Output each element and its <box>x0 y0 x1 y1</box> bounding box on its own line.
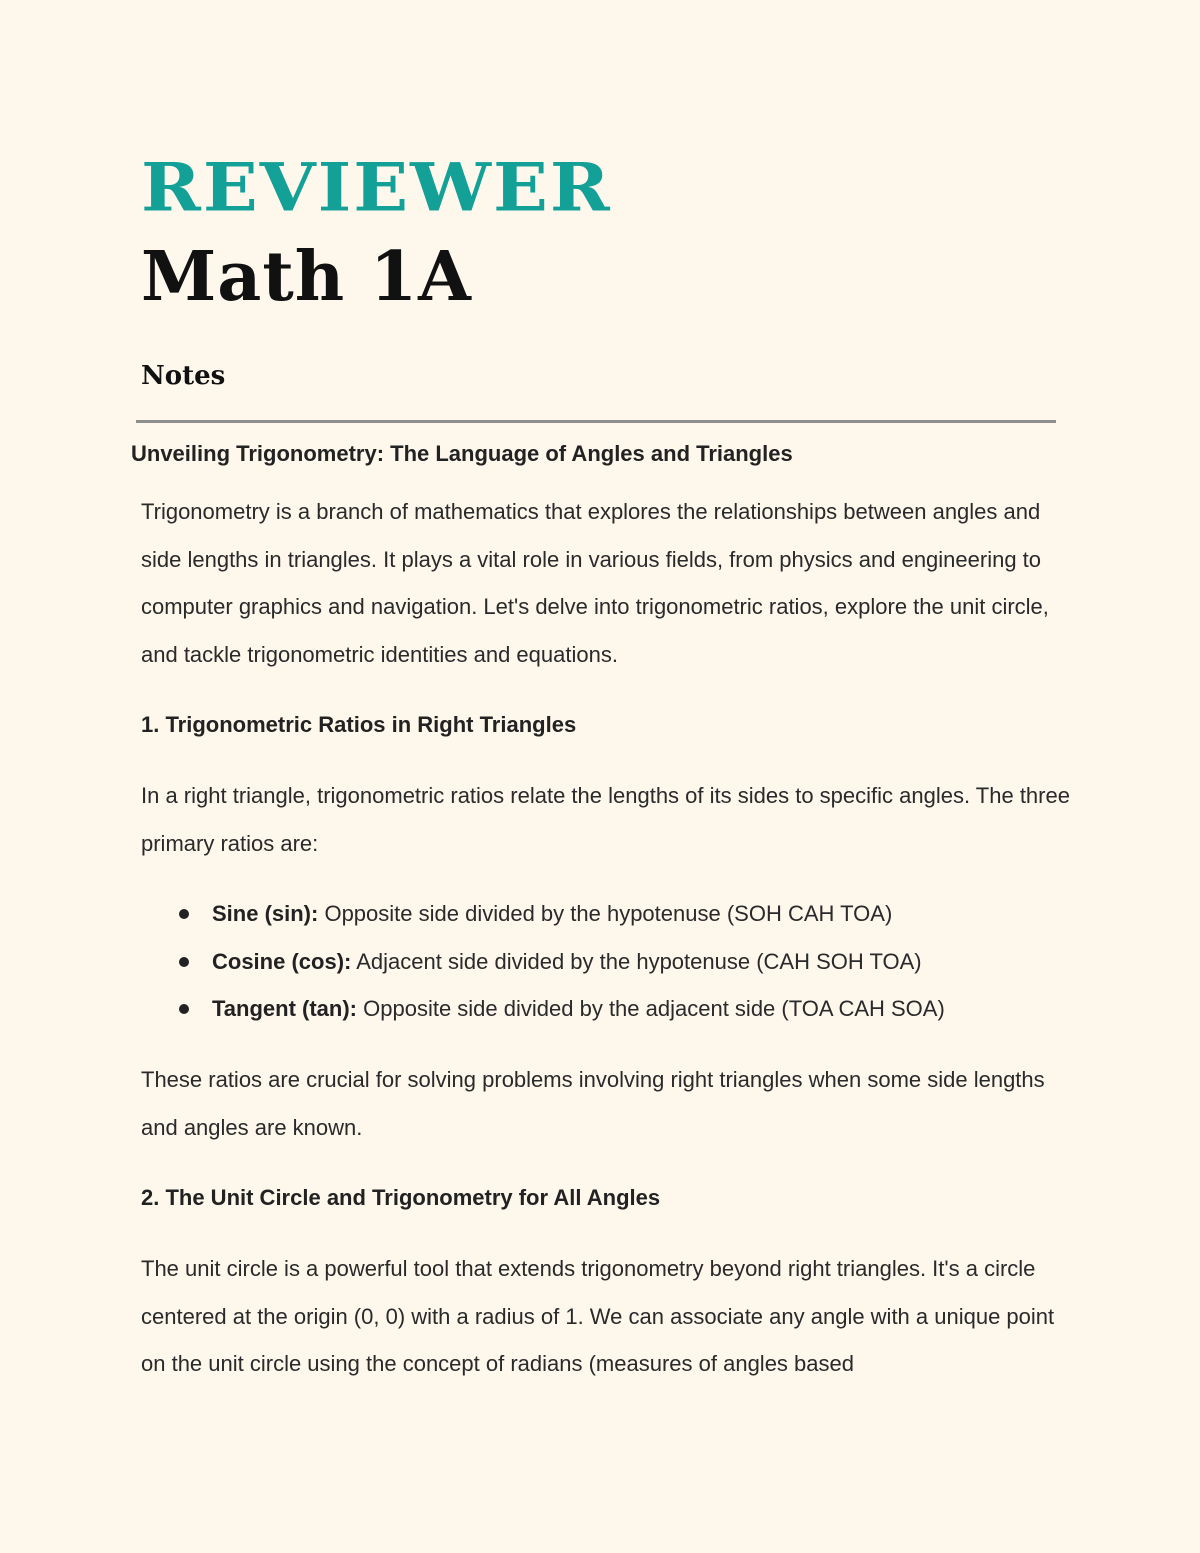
term-tangent: Tangent (tan): <box>212 996 358 1021</box>
divider-rule <box>136 420 1056 423</box>
term-sine: Sine (sin): <box>212 901 319 926</box>
reviewer-kicker: REVIEWER <box>141 147 612 227</box>
bullet-icon <box>179 909 189 919</box>
page-title: Math 1A <box>141 237 472 317</box>
definition-cosine: Adjacent side divided by the hypotenuse (CAH SOH TOA) <box>351 948 922 974</box>
ratios-list <box>141 890 1071 1033</box>
section-title: Unveiling Trigonometry: The Language of Angles and Triangles <box>131 441 793 466</box>
unit-circle-paragraph: The unit circle is a powerful tool that extends trigonometry beyond right triangles. It's a circle centered at the origin (0, 0) with a radius of 1. We can associate any angle with a unique point on the unit circle using the concept of radians (measures of angles based <box>141 1256 1055 1376</box>
list-item-sine <box>141 890 1071 938</box>
page-subtitle: Notes <box>141 361 226 391</box>
list-item-tangent <box>141 985 1071 1033</box>
heading-unit-circle: 2. The Unit Circle and Trigonometry for All Angles <box>141 1185 661 1210</box>
definition-tangent: Opposite side divided by the adjacent side (TOA CAH SOA) <box>357 996 945 1021</box>
heading-trigonometric-ratios: 1. Trigonometric Ratios in Right Triangles <box>141 712 577 737</box>
term-cosine: Cosine (cos): <box>212 948 352 974</box>
bullet-icon <box>179 957 189 967</box>
ratios-outro-paragraph: These ratios are crucial for solving problems involving right triangles when some side lengths and angles are known. <box>141 1067 1045 1140</box>
bullet-icon <box>179 1004 189 1014</box>
list-item-cosine <box>141 938 1071 986</box>
definition-sine: Opposite side divided by the hypotenuse (SOH CAH TOA) <box>318 901 893 926</box>
intro-paragraph: Trigonometry is a branch of mathematics that explores the relationships between angles and side lengths in triangles. It plays a vital role in various fields, from physics and engineering to computer graphics and navigation. Let's delve into trigonometric ratios, explore the unit circle, and tackle trigonometric identities and equations. <box>141 499 1049 667</box>
ratios-intro-paragraph: In a right triangle, trigonometric ratios relate the lengths of its sides to specific angles. The three primary ratios are: <box>141 783 1070 856</box>
